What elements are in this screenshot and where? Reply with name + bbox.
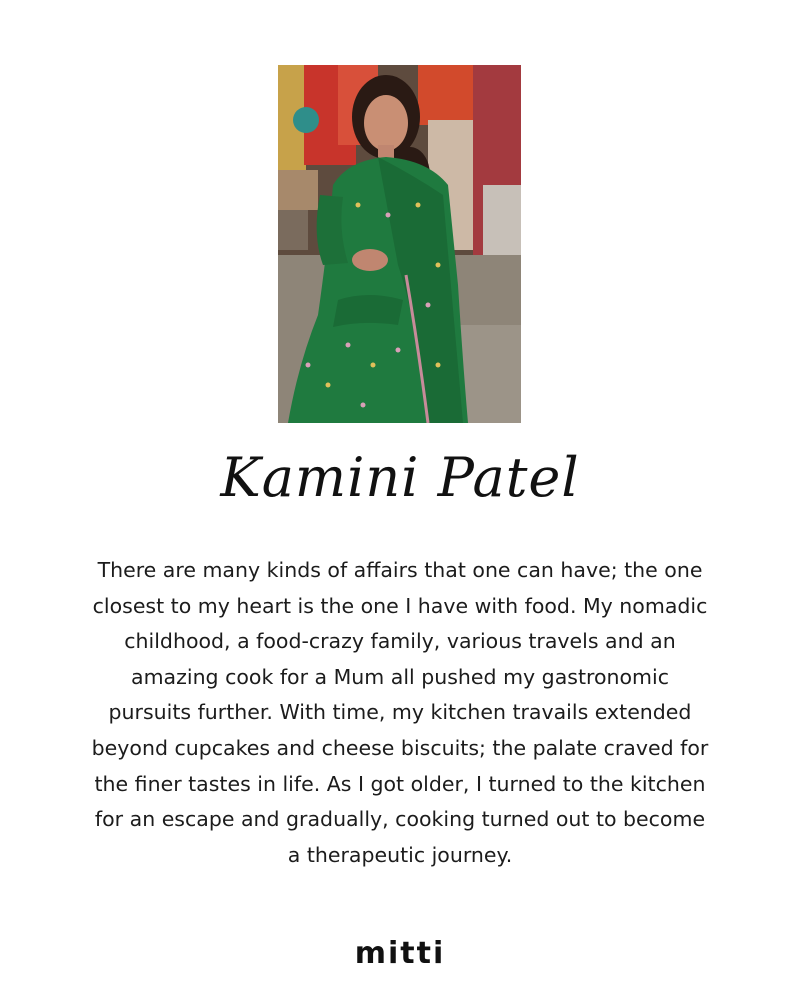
person-name: Kamini Patel (220, 446, 580, 509)
portrait-photo (278, 65, 521, 423)
brand-logo: mitti (354, 936, 446, 971)
portrait-illustration (278, 65, 521, 423)
bio-text: There are many kinds of affairs that one can have; the one closest to my heart is the one I have with food. My nomadic childhood, a food-crazy family, various travels and an amazing cook for a Mum all pushed my gastronomic pursuits further. With time, my kitchen travails extended beyond cupcakes and cheese biscuits; the palate craved for the finer tastes in life. As I got older, I turned to the kitchen for an escape and gradually, cooking turned out to become a therapeutic journey. (91, 558, 709, 867)
